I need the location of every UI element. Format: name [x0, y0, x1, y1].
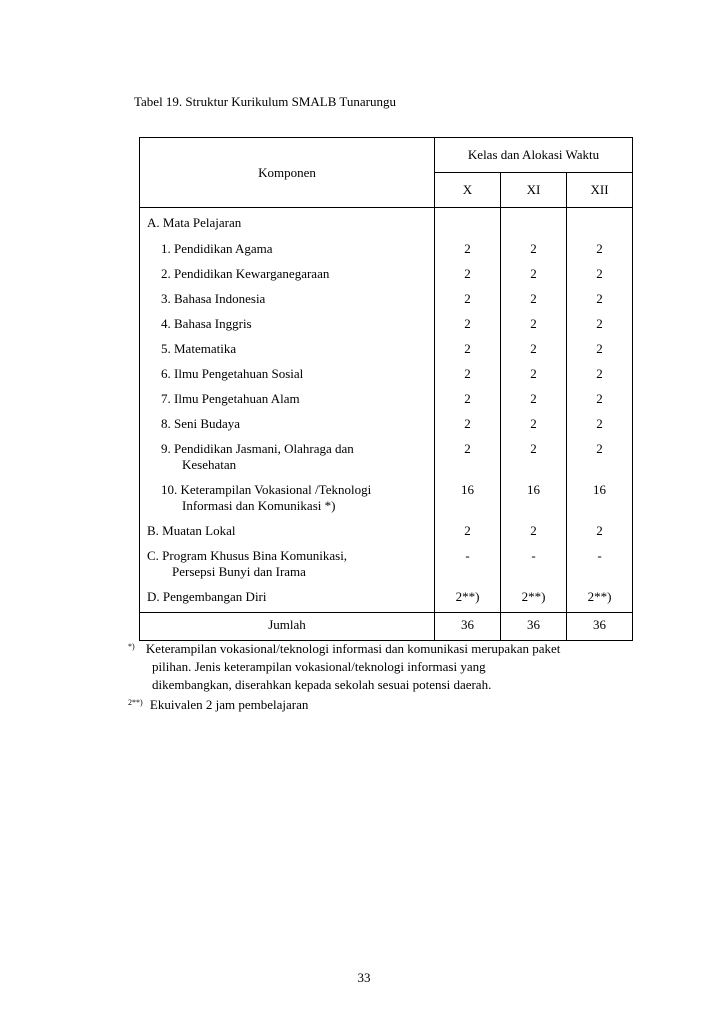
subject-label: 7. Ilmu Pengetahuan Alam — [140, 391, 435, 416]
value-xii: 36 — [567, 612, 633, 640]
header-col-xii: XII — [567, 173, 633, 208]
value-xii: 16 — [567, 482, 633, 523]
table-row — [140, 241, 633, 266]
value-xi: 2 — [501, 241, 567, 266]
value-x: 2 — [435, 366, 501, 391]
curriculum-table — [139, 137, 633, 641]
section-a-row — [140, 208, 633, 242]
table-row — [140, 291, 633, 316]
footnote-1-line2: pilihan. Jenis keterampilan vokasional/teknologi informasi yang — [152, 659, 486, 674]
table-row — [140, 416, 633, 441]
value-x: 16 — [435, 482, 501, 523]
value-xii: 2 — [567, 441, 633, 482]
section-d-row — [140, 589, 633, 612]
value-xii: 2 — [567, 366, 633, 391]
value-xi: 16 — [501, 482, 567, 523]
footnote-1-mark: *) — [128, 642, 135, 651]
value-xii: 2 — [567, 316, 633, 341]
section-c-row — [140, 548, 633, 589]
table-row — [140, 341, 633, 366]
value-xi: 36 — [501, 612, 567, 640]
value-xi: 2 — [501, 523, 567, 548]
value-xii: 2 — [567, 266, 633, 291]
value-x: 2 — [435, 316, 501, 341]
value-xii: 2 — [567, 523, 633, 548]
value-xi: 2 — [501, 366, 567, 391]
subject-label: 4. Bahasa Inggris — [140, 316, 435, 341]
subject-label: 5. Matematika — [140, 341, 435, 366]
table-row — [140, 266, 633, 291]
subject-label: 2. Pendidikan Kewarganegaraan — [140, 266, 435, 291]
section-a-label: A. Mata Pelajaran — [140, 208, 435, 242]
value-x: 36 — [435, 612, 501, 640]
footnote-1-line1: Keterampilan vokasional/teknologi informasi dan komunikasi merupakan paket — [145, 641, 561, 656]
section-b-label: B. Muatan Lokal — [140, 523, 435, 548]
value-xi: 2**) — [501, 589, 567, 612]
value-x: 2 — [435, 341, 501, 366]
value-x: 2 — [435, 391, 501, 416]
footnote-1 — [128, 640, 648, 658]
table-caption: Tabel 19. Struktur Kurikulum SMALB Tunarungu — [134, 94, 396, 109]
value-xi: 2 — [501, 341, 567, 366]
section-c-label-line2: Persepsi Bunyi dan Irama — [172, 564, 306, 579]
table-header-row — [140, 138, 633, 173]
footnote-1-line3: dikembangkan, diserahkan kepada sekolah sesuai potensi daerah. — [152, 677, 492, 692]
value-xii: - — [567, 548, 633, 589]
subject-label-line2: Kesehatan — [182, 457, 237, 472]
section-c-label — [140, 548, 435, 589]
value-xii: 2**) — [567, 589, 633, 612]
value-x: 2 — [435, 416, 501, 441]
header-col-xi: XI — [501, 173, 567, 208]
table-row — [140, 441, 633, 482]
subject-label: 6. Ilmu Pengetahuan Sosial — [140, 366, 435, 391]
value-xi: 2 — [501, 441, 567, 482]
footnote-2-mark: 2**) — [128, 698, 143, 707]
table-row — [140, 391, 633, 416]
value-xii: 2 — [567, 341, 633, 366]
value-x: 2 — [435, 441, 501, 482]
subject-label-line2: Informasi dan Komunikasi *) — [182, 498, 336, 513]
footnote-2 — [128, 696, 648, 714]
value-x: 2 — [435, 291, 501, 316]
value-x: - — [435, 548, 501, 589]
subject-label: 3. Bahasa Indonesia — [140, 291, 435, 316]
footnote-2-text: Ekuivalen 2 jam pembelajaran — [149, 697, 309, 712]
value-xi: 2 — [501, 316, 567, 341]
header-komponen: Komponen — [140, 138, 435, 208]
value-xii: 2 — [567, 416, 633, 441]
value-xi: 2 — [501, 266, 567, 291]
header-col-x: X — [435, 173, 501, 208]
value-xi: - — [501, 548, 567, 589]
subject-label — [140, 441, 435, 482]
table-row — [140, 316, 633, 341]
subject-label-line1: 10. Keterampilan Vokasional /Teknologi — [161, 482, 372, 497]
value-xi: 2 — [501, 291, 567, 316]
value-x: 2**) — [435, 589, 501, 612]
section-c-label-line1: C. Program Khusus Bina Komunikasi, — [147, 548, 348, 563]
subject-label: 8. Seni Budaya — [140, 416, 435, 441]
value-xii: 2 — [567, 291, 633, 316]
subject-label: 1. Pendidikan Agama — [140, 241, 435, 266]
value-x: 2 — [435, 266, 501, 291]
table-row — [140, 482, 633, 523]
value-x: 2 — [435, 241, 501, 266]
table-footnotes — [128, 640, 648, 714]
header-kelas-alokasi: Kelas dan Alokasi Waktu — [435, 138, 633, 173]
table-row — [140, 366, 633, 391]
section-b-row — [140, 523, 633, 548]
value-xi: 2 — [501, 416, 567, 441]
value-xii: 2 — [567, 241, 633, 266]
value-xii: 2 — [567, 391, 633, 416]
section-d-label: D. Pengembangan Diri — [140, 589, 435, 612]
page-number: 33 — [357, 970, 371, 985]
total-row — [140, 612, 633, 640]
subject-label — [140, 482, 435, 523]
value-xi: 2 — [501, 391, 567, 416]
value-x: 2 — [435, 523, 501, 548]
total-label: Jumlah — [140, 612, 435, 640]
subject-label-line1: 9. Pendidikan Jasmani, Olahraga dan — [161, 441, 354, 456]
